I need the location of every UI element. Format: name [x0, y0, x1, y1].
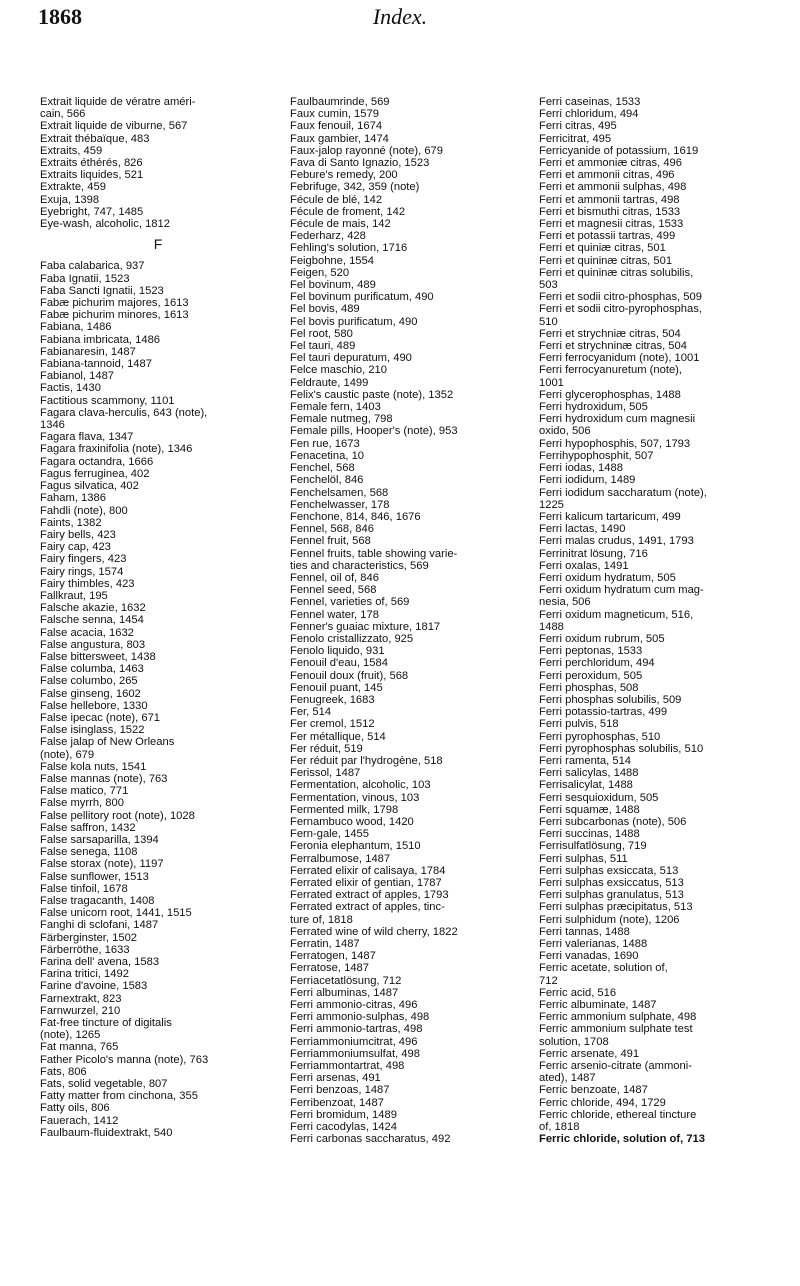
index-entry-line: Fennel, oil of, 846	[290, 571, 379, 584]
index-entry-line: Fer cremol, 1512	[290, 718, 375, 731]
index-entry-line: Fer réduit par l'hydrogène, 518	[290, 754, 443, 767]
index-entry-line: Ferri lactas, 1490	[539, 523, 626, 536]
index-entry-line: False myrrh, 800	[40, 797, 124, 810]
index-entry-line: 510	[539, 315, 558, 328]
index-entry-line: Fats, 806	[40, 1065, 87, 1078]
index-entry-line: False ipecac (note), 671	[40, 711, 161, 724]
index-entry-line: Farnwurzel, 210	[40, 1004, 121, 1017]
index-entry-line: False kola nuts, 1541	[40, 760, 147, 773]
index-entry-line: Ferri vanadas, 1690	[539, 950, 639, 963]
index-entry-line: False columbo, 265	[40, 675, 138, 688]
index-entry-line: Ferri phosphas, 508	[539, 681, 639, 694]
index-entry-line: Ferri oxidum magneticum, 516,	[539, 608, 694, 621]
index-entry-line: Fahdli (note), 800	[40, 504, 128, 517]
index-entry-line: Ferri ammonio-citras, 496	[290, 999, 418, 1012]
index-entry-line: Fabiana-tannoid, 1487	[40, 358, 152, 371]
index-entry-line: Ferri sulphas præcipitatus, 513	[539, 901, 693, 914]
index-entry-line: Ferri glycerophosphas, 1488	[539, 388, 681, 401]
index-entry-line: Fennel fruits, table showing varie-	[290, 547, 458, 560]
index-entry-line: Faux gambier, 1474	[290, 132, 389, 145]
index-entry-line: Factitious scammony, 1101	[40, 394, 175, 407]
index-entry-line: Ferri ferrocyanuretum (note),	[539, 364, 682, 377]
index-entry-line: Ferri et strychniæ citras, 504	[539, 327, 681, 340]
index-entry-line: Ferricitrat, 495	[539, 132, 612, 145]
index-entry-line: Fenchelöl, 846	[290, 474, 364, 487]
index-entry-line: False pellitory root (note), 1028	[40, 809, 195, 822]
index-entry-line: Fava di Santo Ignazio, 1523	[290, 157, 430, 170]
index-entry-line: Fennel, varieties of, 569	[290, 596, 410, 609]
index-entry-line: 503	[539, 279, 558, 292]
index-entry-line: Fenchelwasser, 178	[290, 498, 390, 511]
index-entry-line: Felce maschio, 210	[290, 364, 388, 377]
index-entry-line: Ferri et bismuthi citras, 1533	[539, 205, 681, 218]
index-column-2	[290, 96, 530, 1145]
index-entry-line: Ferri et ammonii sulphas, 498	[539, 181, 687, 194]
index-entry-line: Fabæ pichurim majores, 1613	[40, 297, 189, 310]
index-entry-line: Ferri iodidum, 1489	[539, 474, 636, 487]
index-entry-line: Fennel fruit, 568	[290, 535, 371, 548]
index-entry-line: False columba, 1463	[40, 663, 144, 676]
index-entry-line: Fennel, 568, 846	[290, 523, 374, 536]
index-entry-line: Fairy bells, 423	[40, 528, 116, 541]
index-entry-line: Ferri albuminas, 1487	[290, 986, 399, 999]
index-entry-line: Ferri arsenas, 491	[290, 1072, 381, 1085]
index-entry-line: Female pills, Hooper's (note), 953	[290, 425, 458, 438]
index-entry-line: Färberginster, 1502	[40, 931, 138, 944]
index-entry-line: Ferri oxidum rubrum, 505	[539, 632, 665, 645]
index-entry-line: Fat manna, 765	[40, 1041, 119, 1054]
running-title: Index.	[372, 4, 428, 29]
index-entry-line: Fer réduit, 519	[290, 742, 363, 755]
index-entry-line: Female nutmeg, 798	[290, 413, 393, 426]
index-entry-line: False acacia, 1632	[40, 626, 134, 639]
index-entry-line: Ferri et quininæ citras, 501	[539, 254, 673, 267]
index-entry-line: Faba Ignatii, 1523	[40, 272, 130, 285]
index-entry-line: Fernambuco wood, 1420	[290, 815, 414, 828]
index-entry-line: Fenugreek, 1683	[290, 693, 375, 706]
index-entry-line: Ferri sulphidum (note), 1206	[539, 913, 680, 926]
index-entry-line: Ferricyanide of potassium, 1619	[539, 144, 699, 157]
index-entry-line: Ferri malas crudus, 1491, 1793	[539, 535, 694, 548]
index-entry-line: Extraits liquides, 521	[40, 169, 144, 182]
index-entry-line: Fagara clava-herculis, 643 (note),	[40, 406, 208, 419]
index-entry-line: Fermented milk, 1798	[290, 803, 399, 816]
index-entry-line: Febrifuge, 342, 359 (note)	[290, 181, 420, 194]
index-entry-line: Extraits éthérés, 826	[40, 157, 143, 170]
index-entry-line: Ferri ramenta, 514	[539, 754, 632, 767]
index-entry-line: Ferri pulvis, 518	[539, 718, 619, 731]
index-entry-line: Fécule de blé, 142	[290, 193, 383, 206]
index-entry-line: 1488	[539, 620, 564, 633]
index-entry-line: Färberröthe, 1633	[40, 943, 130, 956]
index-column-1	[40, 96, 276, 1139]
index-entry-line: Ferri valerianas, 1488	[539, 938, 648, 951]
index-entry-line: False angustura, 803	[40, 638, 146, 651]
index-entry-line: Fécule de mais, 142	[290, 218, 391, 231]
index-entry-line: False senega, 1108	[40, 846, 138, 859]
index-entry-line: Fauerach, 1412	[40, 1114, 119, 1127]
index-entry-line: Factis, 1430	[40, 382, 101, 395]
index-entry-line: Ferrinitrat lösung, 716	[539, 547, 648, 560]
index-entry-line: Fenolo liquido, 931	[290, 645, 385, 658]
index-entry-line: Ferri pyrophosphas, 510	[539, 730, 661, 743]
index-entry-line: Fel bovinum, 489	[290, 279, 376, 292]
index-entry-line: Faulbaumrinde, 569	[290, 96, 390, 108]
index-entry-line: Eye-wash, alcoholic, 1812	[40, 218, 170, 231]
index-entry-line: False ginseng, 1602	[40, 687, 141, 700]
index-entry-line: Ferratose, 1487	[290, 962, 369, 975]
index-entry-line: Ferrated elixir of calisaya, 1784	[290, 864, 446, 877]
index-entry-line: Fenouil d'eau, 1584	[290, 657, 388, 670]
index-entry-line: Fagara fraxinifolia (note), 1346	[40, 443, 193, 456]
index-entry-line: Ferri ammonio-tartras, 498	[290, 1023, 423, 1036]
column-1-lines-after	[40, 260, 276, 1139]
index-entry-line: Fabianol, 1487	[40, 370, 115, 383]
index-entry-line: Ferrisalicylat, 1488	[539, 779, 633, 792]
index-entry-line: Ferri cacodylas, 1424	[290, 1121, 397, 1134]
index-entry-line: Fermentation, alcoholic, 103	[290, 779, 431, 792]
index-entry-line: Ferratogen, 1487	[290, 950, 376, 963]
index-entry-line: Fennel water, 178	[290, 608, 379, 621]
index-entry-line: Fécule de froment, 142	[290, 205, 406, 218]
index-entry-line: Faba calabarica, 937	[40, 260, 145, 273]
index-entry-line: Faux cumin, 1579	[290, 108, 379, 121]
index-entry-line: False hellebore, 1330	[40, 699, 148, 712]
index-entry-line: Ferri perchloridum, 494	[539, 657, 655, 670]
index-entry-line: Ferrihypophosphit, 507	[539, 449, 654, 462]
index-entry-line: Extrait thébaïque, 483	[40, 132, 150, 145]
index-entry-line: Ferri phosphas solubilis, 509	[539, 693, 682, 706]
index-entry-line: Ferri salicylas, 1488	[539, 767, 639, 780]
index-entry-line: Fer métallique, 514	[290, 730, 386, 743]
index-entry-line: Ferric ammonium sulphate test	[539, 1023, 693, 1036]
index-entry-line: Ferri caseinas, 1533	[539, 96, 641, 108]
index-entry-line: ture of, 1818	[290, 913, 353, 926]
index-entry-line: False tragacanth, 1408	[40, 895, 155, 907]
index-entry-line: Ferri iodidum saccharatum (note),	[539, 486, 707, 499]
index-entry-line: Ferri hydroxidum cum magnesii	[539, 413, 696, 426]
index-entry-line: Fehling's solution, 1716	[290, 242, 408, 255]
index-entry-line: Ferri bromidum, 1489	[290, 1108, 397, 1121]
index-entry-line: Ferri et ammonii citras, 496	[539, 169, 675, 182]
index-entry-line: Ferri et sodii citro-pyrophosphas,	[539, 303, 702, 316]
index-entry-line: Fel bovinum purificatum, 490	[290, 291, 434, 304]
page-header	[0, 0, 800, 40]
index-entry-line: Ferratin, 1487	[290, 938, 360, 951]
index-entry-line: Feronia elephantum, 1510	[290, 840, 421, 853]
index-entry-line: Fel bovis purificatum, 490	[290, 315, 418, 328]
index-entry-line: False tinfoil, 1678	[40, 882, 128, 895]
index-entry-line: Fenacetina, 10	[290, 449, 365, 462]
index-entry-line: Ferri potassio-tartras, 499	[539, 706, 668, 719]
index-entry-line: nesia, 506	[539, 596, 591, 609]
index-entry-line: Fenouil doux (fruit), 568	[290, 669, 409, 682]
index-entry-line: Extraits, 459	[40, 144, 103, 157]
index-entry-line: Faham, 1386	[40, 492, 106, 505]
index-entry-line: Ferri ferrocyanidum (note), 1001	[539, 352, 700, 365]
index-entry-line: Fenner's guaiac mixture, 1817	[290, 620, 441, 633]
index-entry-line: Ferric acetate, solution of,	[539, 962, 668, 975]
index-entry-line: Ferric arsenio-citrate (ammoni-	[539, 1060, 692, 1073]
index-entry-line: 1346	[40, 419, 65, 432]
index-entry-line: Ferric albuminate, 1487	[539, 999, 657, 1012]
index-entry-line: Fabiana, 1486	[40, 321, 112, 334]
index-entry-line: Fennel seed, 568	[290, 584, 377, 597]
index-entry-line: Fer, 514	[290, 706, 332, 719]
index-entry-line: False matico, 771	[40, 785, 129, 798]
index-entry-line: Ferri sulphas granulatus, 513	[539, 889, 684, 902]
index-entry-line: Ferriammoniumcitrat, 496	[290, 1035, 418, 1048]
index-entry-line: Ferri oxalas, 1491	[539, 559, 629, 572]
index-entry-line: Ferric chloride, ethereal tincture	[539, 1108, 697, 1121]
index-entry-line: Fat-free tincture of digitalis	[40, 1017, 172, 1030]
index-entry-line: Faba Sancti Ignatii, 1523	[40, 284, 164, 297]
index-entry-line: Extrait liquide de vératre améri-	[40, 96, 196, 108]
column-3-lines	[539, 96, 775, 1145]
index-entry-line: Ferric ammonium sulphate, 498	[539, 1011, 697, 1024]
index-entry-line: False unicorn root, 1441, 1515	[40, 907, 192, 920]
index-entry-line: Feigbohne, 1554	[290, 254, 374, 267]
index-entry-line: Faux-jalop rayonné (note), 679	[290, 144, 443, 157]
index-entry-line: Ferri sesquioxidum, 505	[539, 791, 659, 804]
index-entry-line: Febure's remedy, 200	[290, 169, 398, 182]
index-entry-line: Fatty matter from cinchona, 355	[40, 1090, 198, 1103]
index-entry-line: Fern-gale, 1455	[290, 828, 369, 841]
index-entry-line: Exuja, 1398	[40, 193, 100, 206]
index-entry-line: Ferri hypophosphis, 507, 1793	[539, 437, 691, 450]
index-entry-line: False isinglass, 1522	[40, 724, 145, 737]
index-entry-line: Ferri et strychninæ citras, 504	[539, 340, 687, 353]
index-entry-line: Ferri et ammoniæ citras, 496	[539, 157, 682, 170]
index-entry-line: Ferri iodas, 1488	[539, 462, 623, 475]
index-entry-line: Ferri sulphas exsiccata, 513	[539, 864, 679, 877]
index-entry-line: Extrait liquide de viburne, 567	[40, 120, 188, 133]
index-entry-line: Ferric chloride, 494, 1729	[539, 1096, 666, 1109]
index-entry-line: Ferri et ammonii tartras, 498	[539, 193, 680, 206]
index-entry-line: Ferri et potassii tartras, 499	[539, 230, 676, 243]
index-entry-line: Ferri peptonas, 1533	[539, 645, 643, 658]
index-entry-line: False sunflower, 1513	[40, 870, 149, 883]
index-entry-line: Fermentation, vinous, 103	[290, 791, 420, 804]
index-entry-line: Ferri sulphas exsiccatus, 513	[539, 877, 684, 889]
index-entry-line: Fatty oils, 806	[40, 1102, 110, 1115]
index-entry-line: Father Picolo's manna (note), 763	[40, 1053, 209, 1066]
index-entry-line: Farina tritici, 1492	[40, 968, 129, 981]
index-entry-line: Fel tauri, 489	[290, 340, 356, 353]
index-entry-line: Ferric benzoate, 1487	[539, 1084, 648, 1097]
index-entry-line: False saffron, 1432	[40, 821, 136, 834]
index-entry-line: Ferrisulfatlösung, 719	[539, 840, 647, 853]
index-entry-line: Farina dell' avena, 1583	[40, 956, 160, 969]
index-entry-line: Fel root, 580	[290, 327, 353, 340]
index-entry-line: Ferralbumose, 1487	[290, 852, 391, 865]
index-entry-line: (note), 1265	[40, 1029, 101, 1042]
index-entry-line: Fabiana imbricata, 1486	[40, 333, 161, 346]
index-entry-line: Ferriammontartrat, 498	[290, 1060, 405, 1073]
index-entry-line: Fenchel, 568	[290, 462, 355, 475]
index-entry-line: Faints, 1382	[40, 516, 102, 529]
index-entry-line: (note), 679	[40, 748, 95, 761]
index-entry-line: Ferric arsenate, 491	[539, 1047, 640, 1060]
index-entry-line: Feigen, 520	[290, 266, 350, 279]
index-entry-line: oxido, 506	[539, 425, 591, 438]
index-entry-line: Fagara octandra, 1666	[40, 455, 154, 468]
index-entry-line: Ferri tannas, 1488	[539, 925, 630, 938]
index-entry-line: Ferri hydroxidum, 505	[539, 401, 648, 414]
index-entry-line: Ferriammoniumsulfat, 498	[290, 1047, 420, 1060]
index-entry-line: 1001	[539, 376, 564, 389]
index-entry-line: Ferrated elixir of gentian, 1787	[290, 877, 442, 889]
index-entry-line: Ferric acid, 516	[539, 986, 617, 999]
index-entry-line: Fen rue, 1673	[290, 437, 360, 450]
page-number: 1868	[38, 4, 82, 29]
index-entry-line: Ferri et sodii citro-phosphas, 509	[539, 291, 702, 304]
index-column-3	[539, 96, 775, 1145]
index-entry-line: of, 1818	[539, 1121, 580, 1134]
index-entry-line: Ferri benzoas, 1487	[290, 1084, 390, 1097]
index-entry-line: Ferri chloridum, 494	[539, 108, 639, 121]
column-1-lines-before	[40, 96, 276, 230]
index-entry-line: Faux fenouil, 1674	[290, 120, 383, 133]
index-entry-line: Ferri squamæ, 1488	[539, 803, 640, 816]
index-entry-line: Ferissol, 1487	[290, 767, 361, 780]
index-entry-line: Fairy fingers, 423	[40, 553, 127, 566]
column-2-lines	[290, 96, 530, 1145]
index-entry-line: Fenchelsamen, 568	[290, 486, 389, 499]
index-entry-line: Ferribenzoat, 1487	[290, 1096, 384, 1109]
index-entry-line: False storax (note), 1197	[40, 858, 164, 871]
index-entry-line: Ferri peroxidum, 505	[539, 669, 643, 682]
section-letter: F	[153, 236, 163, 253]
index-entry-line: Fairy rings, 1574	[40, 565, 124, 578]
index-entry-line: Fel bovis, 489	[290, 303, 360, 316]
index-entry-line: Fairy cap, 423	[40, 541, 111, 554]
index-entry-line: Fagara flava, 1347	[40, 431, 134, 444]
index-entry-line: Faulbaum-fluidextrakt, 540	[40, 1126, 173, 1139]
index-entry-line: Fallkraut, 195	[40, 589, 108, 602]
index-entry-line: Ferri oxidum hydratum cum mag-	[539, 584, 704, 597]
index-entry-line: 1225	[539, 498, 564, 511]
index-entry-line: Ferri carbonas saccharatus, 492	[290, 1133, 451, 1146]
index-entry-line: Eyebright, 747, 1485	[40, 205, 144, 218]
index-entry-line: Ferrated wine of wild cherry, 1822	[290, 925, 458, 938]
index-entry-line: Ferri ammonio-sulphas, 498	[290, 1011, 430, 1024]
index-entry-line: ties and characteristics, 569	[290, 559, 429, 572]
index-entry-line: Fats, solid vegetable, 807	[40, 1078, 168, 1091]
index-entry-line: Fenolo cristallizzato, 925	[290, 632, 414, 645]
index-entry-line: Ferri succinas, 1488	[539, 828, 640, 841]
index-entry-line: Extrakte, 459	[40, 181, 106, 194]
index-entry-line: Fenchone, 814, 846, 1676	[290, 510, 421, 523]
index-entry-line: False mannas (note), 763	[40, 772, 168, 785]
index-entry-line: Ferrated extract of apples, 1793	[290, 889, 449, 902]
index-entry-line: Federharz, 428	[290, 230, 366, 243]
index-entry-line: Ferric chloride, solution of, 713	[539, 1133, 705, 1146]
index-entry-line: Farine d'avoine, 1583	[40, 980, 148, 993]
index-entry-line: Female fern, 1403	[290, 401, 381, 414]
index-entry-line: Ferri sulphas, 511	[539, 852, 628, 865]
index-entry-line: False bittersweet, 1438	[40, 650, 156, 663]
index-entry-line: cain, 566	[40, 108, 86, 121]
index-entry-line: Fagus silvatica, 402	[40, 480, 139, 493]
index-entry-line: Fairy thimbles, 423	[40, 577, 135, 590]
index-entry-line: Ferri oxidum hydratum, 505	[539, 571, 676, 584]
index-entry-line: Ferri et magnesii citras, 1533	[539, 218, 684, 231]
index-entry-line: Ferri subcarbonas (note), 506	[539, 815, 687, 828]
index-entry-line: Ferri pyrophosphas solubilis, 510	[539, 742, 704, 755]
index-entry-line: Ferrated extract of apples, tinc-	[290, 901, 445, 914]
index-entry-line: 712	[539, 974, 558, 987]
index-entry-line: Falsche senna, 1454	[40, 614, 144, 627]
index-entry-line: Fabianaresin, 1487	[40, 345, 136, 358]
index-entry-line: ated), 1487	[539, 1072, 596, 1085]
index-entry-line: Ferri kalicum tartaricum, 499	[539, 510, 681, 523]
index-entry-line: solution, 1708	[539, 1035, 609, 1048]
index-entry-line: Felix's caustic paste (note), 1352	[290, 388, 454, 401]
index-entry-line: False sarsaparilla, 1394	[40, 833, 159, 846]
index-entry-line: Fel tauri depuratum, 490	[290, 352, 412, 365]
index-entry-line: Ferri citras, 495	[539, 120, 617, 133]
index-entry-line: Fanghi di sclofani, 1487	[40, 919, 159, 932]
index-entry-line: False jalap of New Orleans	[40, 736, 175, 749]
index-entry-line: Fagus ferruginea, 402	[40, 467, 150, 480]
index-entry-line: Feldraute, 1499	[290, 376, 369, 389]
index-entry-line: Ferri et quininæ citras solubilis,	[539, 266, 694, 279]
index-entry-line: Ferri et quiniæ citras, 501	[539, 242, 666, 255]
index-entry-line: Fenouil puant, 145	[290, 681, 383, 694]
index-entry-line: Fabæ pichurim minores, 1613	[40, 309, 189, 322]
index-entry-line: Farnextrakt, 823	[40, 992, 122, 1005]
index-entry-line: Falsche akazie, 1632	[40, 602, 146, 615]
index-entry-line: Ferriacetatlösung, 712	[290, 974, 402, 987]
